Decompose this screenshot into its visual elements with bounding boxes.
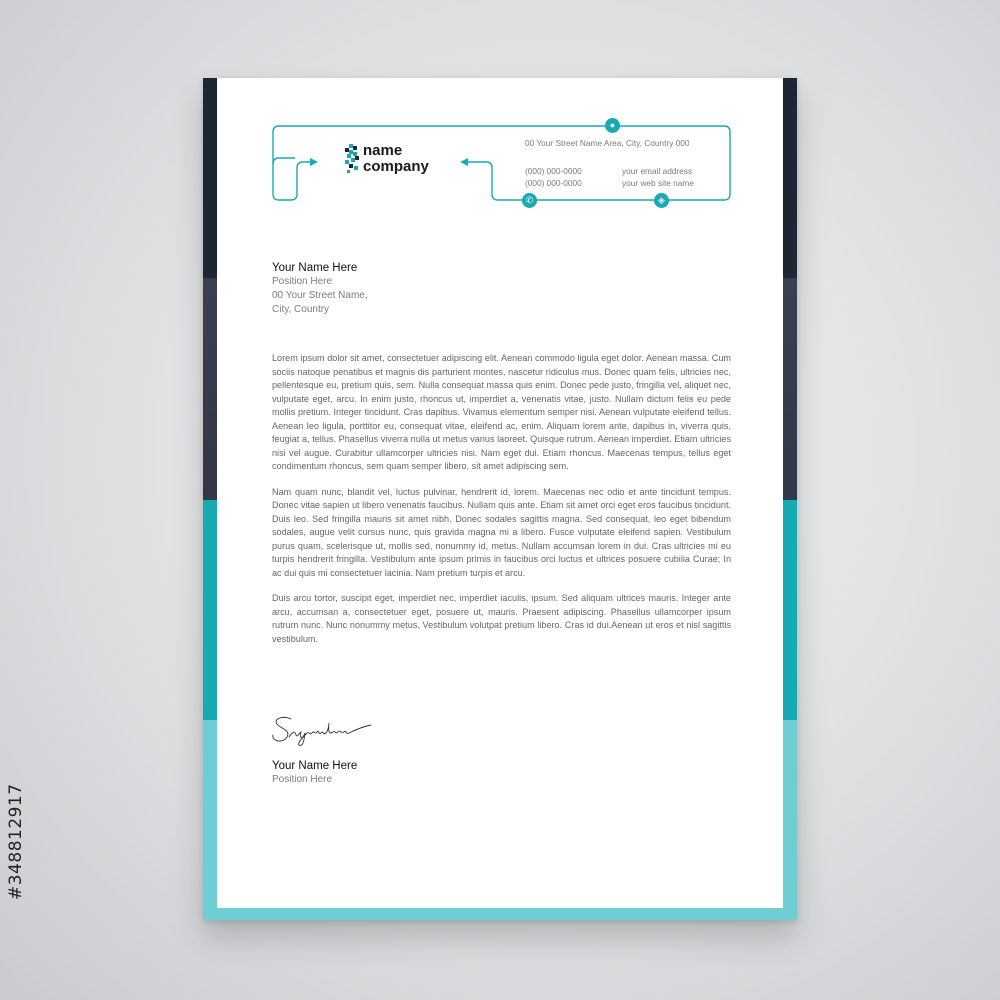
paper <box>217 78 783 908</box>
header-frame <box>217 78 783 218</box>
recipient-street: 00 Your Street Name, <box>272 290 368 301</box>
header-phone-2: (000) 000-0000 <box>525 178 582 188</box>
header-phone-1: (000) 000-0000 <box>525 166 582 176</box>
recipient-city: City, Country <box>272 304 330 315</box>
left-strip-teal <box>203 500 217 720</box>
phone-icon: ✆ <box>522 193 537 208</box>
left-strip-light-teal <box>203 720 217 920</box>
right-strip-slate <box>783 278 797 500</box>
globe-icon: ◈ <box>654 193 669 208</box>
arrow-right-icon <box>310 158 318 166</box>
left-strip-navy <box>203 78 217 278</box>
company-name-line1: name <box>363 142 403 159</box>
company-name-line2: company <box>363 158 429 175</box>
signatory-position: Position Here <box>272 774 333 785</box>
pixel-logo-icon <box>345 144 361 174</box>
body-paragraph-1: Lorem ipsum dolor sit amet, consectetuer adipiscing elit. Aenean commodo ligula eget dolor. Aenean massa. Cum sociis natoque penatibus et magnis dis parturient montes, nascetur ridiculus mus. Donec quam felis, ultricies nec, pellentesque eu, pretium quis, sem. Nulla consequat massa quis enim. Donec pede justo, fringilla vel, aliquet nec, vulputate eget, arcu. In enim justo, rhoncus ut, imperdiet a, venenatis vitae, justo. Nullam dictum felis eu pede mollis pretium. Integer tincidunt. Cras dapibus. Vivamus elementum semper nisi. Aenean vulputate eleifend tellus. Aenean leo ligula, porttitor eu, consequat vitae, eleifend ac, enim. Aliquam lorem ante, dapibus in, viverra quis, feugiat a, tellus. Phasellus viverra nulla ut metus varius laoreet. Quisque rutrum. Aenean imperdiet. Etiam ultricies nisi vel augue. Curabitur ullamcorper ultricies nisi. Nam eget dui. Etiam rhoncus. Maecenas tempus, tellus eget condimentum rhoncus, sem quam semper libero, sit amet adipiscing sem. <box>272 353 731 471</box>
recipient-name: Your Name Here <box>272 262 358 274</box>
right-strip-navy <box>783 78 797 278</box>
company-name <box>363 143 429 175</box>
handwritten-signature <box>269 711 379 747</box>
recipient-position: Position Here <box>272 276 333 287</box>
letterhead-sheet <box>203 78 797 920</box>
right-strip-teal <box>783 500 797 720</box>
header-address: 00 Your Street Name Area, City, Country 000 <box>525 138 690 148</box>
signatory-name: Your Name Here <box>272 760 358 772</box>
recipient-block <box>272 261 368 317</box>
header-website: your web site name <box>622 178 694 188</box>
stock-id-label: #348812917 <box>6 783 26 900</box>
signatory-block <box>272 759 357 787</box>
left-strip-slate <box>203 278 217 500</box>
body-paragraph-3: Duis arcu tortor, suscipit eget, imperdiet nec, imperdiet iaculis, ipsum. Sed aliquam ultrices mauris. Integer ante arcu, accumsan a, consectetuer eget, posuere ut, mauris. Praesent adipiscing. Phasellus ullamcorper ipsum rutrum nunc. Nunc nonummy metus. Vestibulum volutpat pretium libero. Cras id dui.Aenean ut eros et nisl sagittis vestibulum. <box>272 593 731 644</box>
header-email: your email address <box>622 166 693 176</box>
location-pin-icon: ● <box>605 118 620 133</box>
right-strip-light-teal <box>783 720 797 920</box>
body-paragraph-2: Nam quam nunc, blandit vel, luctus pulvinar, hendrerit id, lorem. Maecenas nec odio et ante tincidunt tempus. Donec vitae sapien ut libero venenatis faucibus. Nullam quis ante. Etiam sit amet orci eget eros faucibus tincidunt. Duis leo. Sed fringilla mauris sit amet nibh. Donec sodales sagittis magna. Sed consequat, leo eget bibendum sodales, augue velit cursus nunc, quis gravida magna mi a libero. Fusce vulputate eleifend sapien. Vestibulum purus quam, scelerisque ut, mollis sed, nonummy id, metus. Nullam accumsan lorem in dui. Cras ultricies mi eu turpis hendrerit fringilla. Vestibulum ante ipsum primis in faucibus orci luctus et ultrices posuere cubilia Curae; In ac dui quis mi consectetuer lacinia. Nam pretium turpis et arcu. <box>272 486 731 578</box>
bottom-bar <box>203 908 797 920</box>
letter-body <box>272 352 731 658</box>
arrow-left-icon <box>460 158 468 166</box>
